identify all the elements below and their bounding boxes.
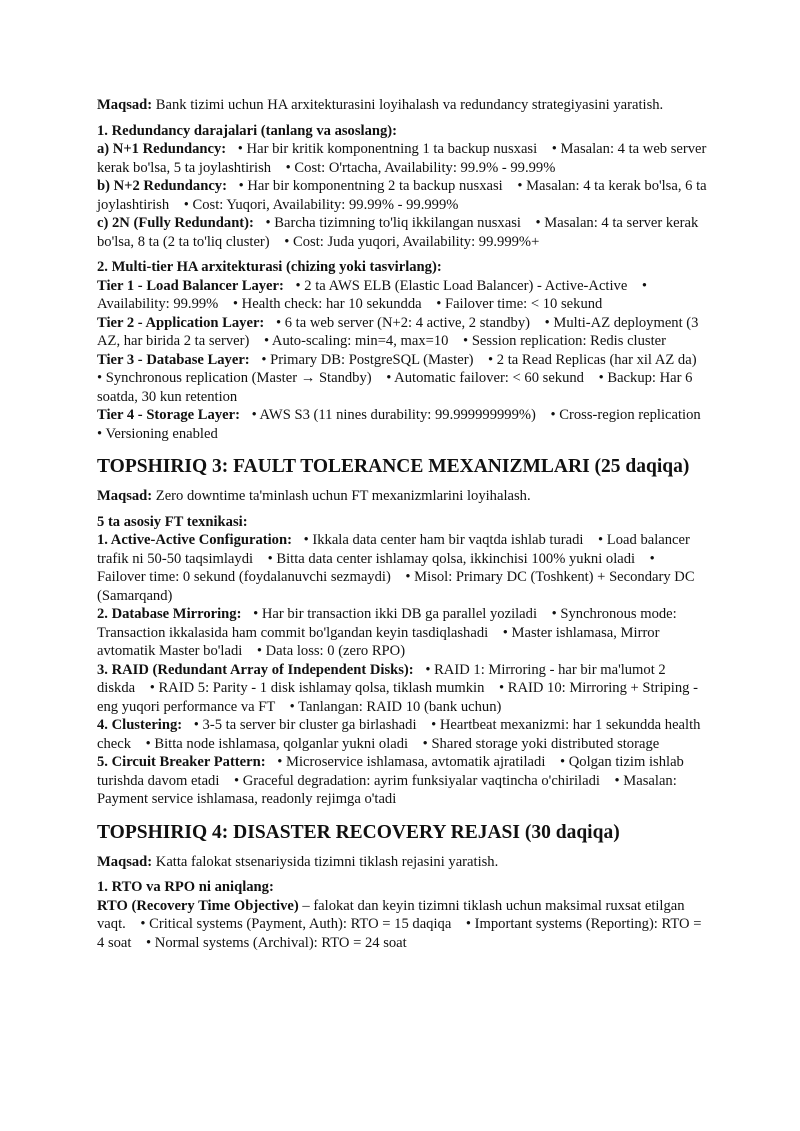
- sec4-goal: [97, 853, 707, 872]
- 2n-label: c) 2N (Fully Redundant):: [97, 215, 254, 231]
- ft-item-5-text: • Microservice ishlamasa, avtomatik ajratiladi • Qolgan tizim ishlab turishda davom etadi • Graceful degradation: ayrim funksiyalar vaqtincha o'chiriladi • Masalan: Payment service ishlamasa, readonly rejimga o'tadi: [97, 754, 688, 807]
- goal-text: Katta falokat stsenariysida tizimni tiklash rejasini yaratish.: [152, 853, 499, 870]
- redundancy-title-text: 1. Redundancy darajalari (tanlang va asoslang):: [97, 122, 398, 139]
- ft-item-3: [97, 661, 707, 717]
- ft-item-2-label: 2. Database Mirroring:: [97, 606, 242, 622]
- ft-item-4-label: 4. Clustering:: [97, 717, 183, 733]
- redundancy-n1: [97, 140, 711, 177]
- tier-3-label: Tier 3 - Database Layer:: [97, 351, 250, 368]
- n2-label: b) N+2 Redundancy:: [97, 178, 227, 194]
- tier-1-label: Tier 1 - Load Balancer Layer:: [97, 277, 284, 294]
- rto-rpo-title-text: 1. RTO va RPO ni aniqlang:: [97, 879, 274, 895]
- ft-item-2: [97, 605, 707, 661]
- n1-label: a) N+1 Redundancy:: [97, 141, 227, 157]
- sec2-goal: [97, 96, 707, 115]
- rto-rpo: [97, 878, 707, 952]
- tier-1-text: • 2 ta AWS ELB (Elastic Load Balancer) - Active-Active • Availability: 99.99% • Health check: har 10 sekundda • Failover time: < 10 sekund: [97, 277, 650, 312]
- multi-tier-title-text: 2. Multi-tier HA arxitekturasi (chizing yoki tasvirlang):: [97, 259, 442, 275]
- rto-text: – falokat dan keyin tizimni tiklash uchun maksimal ruxsat etilgan vaqt. • Critical systems (Payment, Auth): RTO = 15 daqiqa • Important systems (Reporting): RTO = 4 soat • Normal systems (Archival): RTO = 24 soat: [97, 897, 706, 951]
- sec3-goal: [97, 487, 707, 506]
- section-4-heading: TOPSHIRIQ 4: DISASTER RECOVERY REJASI (30 daqiqa): [97, 821, 620, 843]
- redundancy-2n: [97, 214, 707, 251]
- ft-item-1-text: • Ikkala data center ham bir vaqtda ishlab turadi • Load balancer trafik ni 50-50 taqsimlaydi • Bitta data center ishlamay qolsa, ikkinchisi 100% yukni oladi • Failover time: 0 sekund (foydalanuvchi sezmaydi) • Misol: Primary DC (Toshkent) + Secondary DC (Samarqand): [97, 532, 699, 604]
- ft-item-4-text: • 3-5 ta server bir cluster ga birlashadi • Heartbeat mexanizmi: har 1 sekundda health check • Bitta node ishlamasa, qolganlar yukni oladi • Shared storage yoki distributed storage: [97, 717, 705, 752]
- rto-definition: [97, 897, 707, 953]
- multi-tier-title: [97, 258, 707, 277]
- ft-item-5-label: 5. Circuit Breaker Pattern:: [97, 754, 266, 770]
- tier-1: [97, 277, 707, 314]
- goal-text: Bank tizimi uchun HA arxitekturasini loyihalash va redundancy strategiyasini yaratish.: [152, 97, 664, 113]
- tier-4: [97, 406, 716, 443]
- 2n-text: • Barcha tizimning to'liq ikkilangan nusxasi • Masalan: 4 ta server kerak bo'lsa, 8 ta (2 ta to'liq cluster) • Cost: Juda yuqori, Availability: 99.999%+: [97, 215, 702, 250]
- rto-label: RTO (Recovery Time Objective): [97, 897, 299, 914]
- ft-item-4: [97, 716, 707, 753]
- ft-item-1-label: 1. Active-Active Configuration:: [97, 532, 292, 548]
- tier-2-label: Tier 2 - Application Layer:: [97, 314, 265, 331]
- ft-list-title-text: 5 ta asosiy FT texnikasi:: [97, 513, 248, 530]
- ft-item-3-text: • RAID 1: Mirroring - har bir ma'lumot 2 diskda • RAID 5: Parity - 1 disk ishlamay qolsa, tiklash mumkin • RAID 10: Mirroring + Striping - eng yuqori performance va FT • Tanlangan: RAID 10 (bank uchun): [97, 661, 702, 715]
- goal-label: Maqsad:: [97, 488, 153, 504]
- tier-2: [97, 314, 707, 351]
- ft-item-1: [97, 531, 707, 605]
- n2-text: • Har bir komponentning 2 ta backup nusxasi • Masalan: 4 ta kerak bo'lsa, 6 ta joylashtirish • Cost: Yuqori, Availability: 99.99% - 99.999%: [97, 178, 711, 213]
- redundancy-n2: [97, 177, 711, 214]
- multi-tier-architecture: [97, 258, 716, 443]
- tier-3: [97, 351, 712, 407]
- ft-item-5: [97, 753, 707, 809]
- rto-rpo-title: [97, 878, 707, 897]
- ft-techniques: [97, 513, 707, 809]
- document-page: [97, 96, 716, 959]
- redundancy-levels: [97, 122, 711, 252]
- goal-text: Zero downtime ta'minlash uchun FT mexanizmlarini loyihalash.: [152, 488, 531, 504]
- goal-label: Maqsad:: [97, 97, 153, 113]
- ft-item-3-label: 3. RAID (Redundant Array of Independent Disks):: [97, 661, 414, 678]
- n1-text: • Har bir kritik komponentning 1 ta backup nusxasi • Masalan: 4 ta web server kerak bo'lsa, 5 ta joylashtirish • Cost: O'rtacha, Availability: 99.9% - 99.99%: [97, 141, 711, 176]
- section-3-heading: TOPSHIRIQ 3: FAULT TOLERANCE MEXANIZMLARI (25 daqiqa): [97, 456, 690, 477]
- redundancy-title: [97, 122, 707, 141]
- tier-3-text: • Primary DB: PostgreSQL (Master) • 2 ta Read Replicas (har xil AZ da) • Synchronous replication (Master → Standby) • Automatic failover: < 60 sekund • Backup: Har 6 soatda, 30 kun retention: [97, 351, 712, 405]
- ft-list-title: [97, 513, 707, 532]
- tier-4-text: • AWS S3 (11 nines durability: 99.999999999%) • Cross-region replication • Versioning enabled: [97, 407, 716, 442]
- ft-item-2-text: • Har bir transaction ikki DB ga parallel yoziladi • Synchronous mode: Transaction ikkalasida ham commit bo'lgandan keyin tasdiqlashadi • Master ishlamasa, Mirror avtomatik Master bo'ladi • Data loss: 0 (zero RPO): [97, 606, 681, 659]
- tier-4-label: Tier 4 - Storage Layer:: [97, 407, 240, 423]
- goal-label: Maqsad:: [97, 853, 153, 870]
- tier-2-text: • 6 ta web server (N+2: 4 active, 2 standby) • Multi-AZ deployment (3 AZ, har birida 2 ta server) • Auto-scaling: min=4, max=10 • Session replication: Redis cluster: [97, 314, 702, 349]
